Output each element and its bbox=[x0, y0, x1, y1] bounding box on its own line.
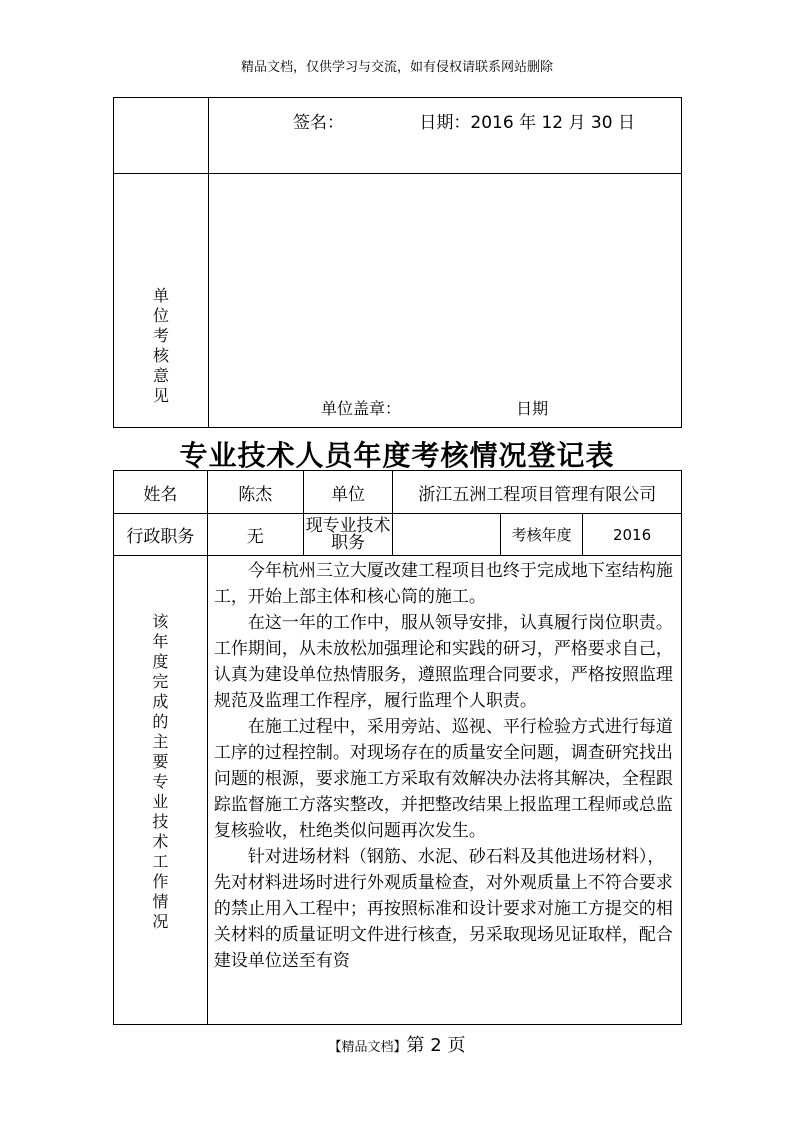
header-note: 精品文档，仅供学习与交流，如有侵权请联系网站删除 bbox=[240, 60, 553, 75]
page-title: 专业技术人员年度考核情况登记表 bbox=[179, 439, 615, 472]
assess-year-label: 考核年度 bbox=[501, 514, 583, 556]
unit-value: 浙江五洲工程项目管理有限公司 bbox=[393, 471, 682, 514]
signature-cell bbox=[209, 98, 682, 174]
assessment-form bbox=[113, 470, 682, 1025]
admin-post-value: 无 bbox=[207, 514, 303, 556]
footer-bracket-text: 【精品文档】 bbox=[328, 1040, 407, 1055]
admin-post-label: 行政职务 bbox=[114, 514, 208, 556]
stamp-date-label: 日期 bbox=[516, 399, 549, 418]
name-value: 陈杰 bbox=[207, 471, 303, 514]
blank-label-cell bbox=[114, 98, 209, 174]
paragraph: 在这一年的工作中，服从领导安排，认真履行岗位职责。工作期间，从未放松加强理论和实践的研习，严格要求自己，认真为建设单位热情服务，遵照监理合同要求，严格按照监理规范及监理工作程序，履行监理个人职责。 bbox=[213, 613, 673, 711]
page-footer bbox=[0, 1031, 794, 1057]
work-description bbox=[207, 556, 681, 1025]
signature-date: 日期：2016 年 12 月 30 日 bbox=[419, 113, 635, 133]
tech-post-label: 现专业技术 职务 bbox=[303, 514, 393, 556]
assess-year-value: 2016 bbox=[583, 514, 682, 556]
page-number: 第 2 页 bbox=[406, 1035, 466, 1056]
tech-post-value bbox=[393, 514, 501, 556]
work-label: 该 年 度 完 成 的 主 要 专 业 技 术 工 作 情 况 bbox=[152, 612, 169, 931]
paragraph: 今年杭州三立大厦改建工程项目也终于完成地下室结构施工，开始上部主体和核心筒的施工。 bbox=[213, 561, 673, 607]
name-label: 姓名 bbox=[114, 471, 208, 514]
paragraph: 在施工过程中，采用旁站、巡视、平行检验方式进行每道工序的过程控制。对现场存在的质量安全问题，调查研究找出问题的根源，要求施工方采取有效解决办法将其解决，全程跟踪监督施工方落实整改，并把整改结果上报监理工程师或总监复核验收，杜绝类似问题再次发生。 bbox=[213, 717, 673, 841]
signature-label: 签名： bbox=[293, 113, 344, 133]
unit-opinion-cell bbox=[209, 174, 682, 428]
unit-label: 单位 bbox=[303, 471, 393, 514]
paragraph: 针对进场材料（钢筋、水泥、砂石料及其他进场材料），先对材料进场时进行外观质量检查，对外观质量上不符合要求的禁止用入工程中；再按照标准和设计要求对施工方提交的相关材料的质量证明文件进行核查，另采取现场见证取样，配合建设单位送至有资 bbox=[213, 847, 673, 971]
work-label-cell bbox=[114, 556, 208, 1025]
approval-table bbox=[113, 97, 682, 428]
unit-opinion-label-cell bbox=[114, 174, 209, 428]
unit-opinion-label: 单 位 考 核 意 见 bbox=[152, 285, 169, 405]
stamp-label: 单位盖章： bbox=[321, 399, 402, 418]
